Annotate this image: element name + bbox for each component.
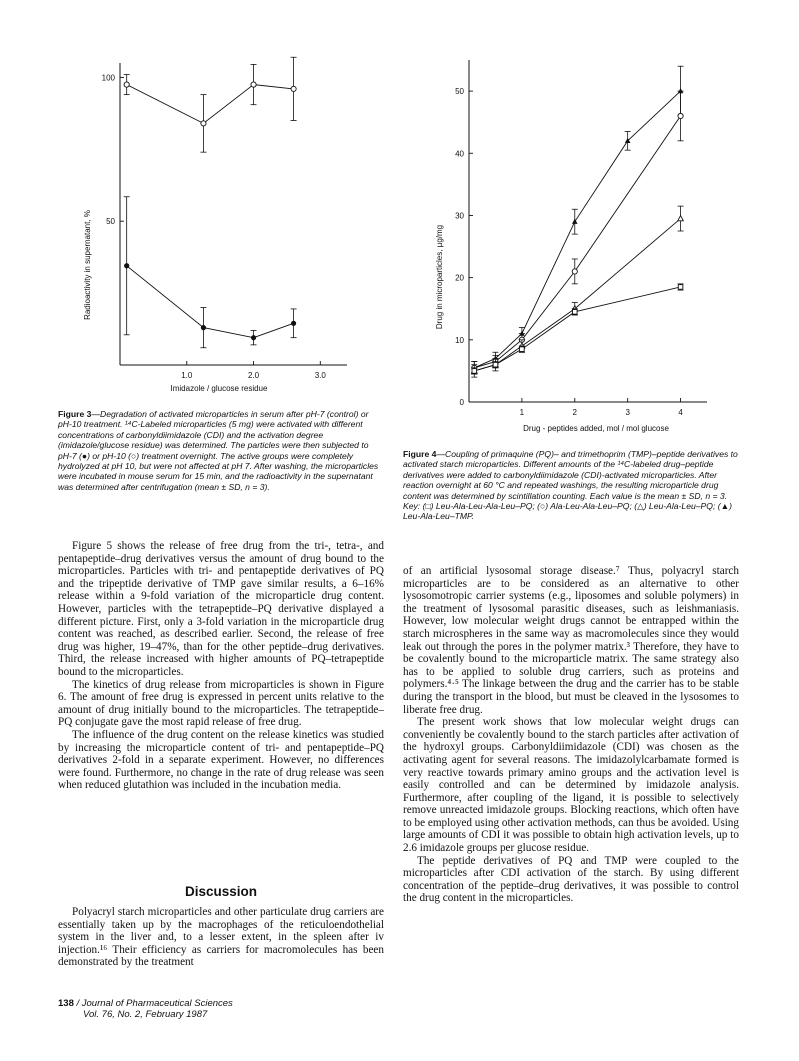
x-tick-label: 4	[678, 408, 683, 417]
fig4-ylabel: Drug in microparticles, µg/mg	[435, 224, 444, 330]
y-tick-label: 0	[459, 398, 464, 407]
series-line	[474, 219, 680, 371]
right-paragraph: The peptide derivatives of PQ and TMP were coupled to the microparticles after CDI activation of the starch. By using different concentration of the peptide–drug derivatives, it was possible to control the drug content in the microparticles.	[403, 854, 739, 905]
data-point	[493, 362, 498, 367]
x-tick-label: 2	[572, 408, 578, 417]
data-point	[572, 310, 577, 315]
data-point	[291, 86, 296, 91]
fig3-ylabel: Radioactivity in supernatant, %	[83, 210, 92, 320]
data-point	[124, 82, 129, 87]
fig3-caption-label: Figure 3	[58, 409, 92, 419]
right-column	[403, 565, 739, 905]
figure-4-caption	[403, 449, 739, 522]
data-point	[678, 113, 683, 118]
figure-3-caption	[58, 409, 384, 492]
x-tick-label: 1.0	[181, 371, 193, 380]
y-tick-label: 40	[455, 149, 464, 159]
left-column	[58, 540, 384, 792]
data-point	[251, 82, 256, 87]
figure-4-chart	[420, 55, 720, 440]
y-tick-label: 10	[455, 335, 464, 345]
right-paragraph: of an artificial lysosomal storage disease.⁷ Thus, polyacryl starch microparticles are to be considered as an alternative to other lysosomotropic carrier systems (e.g., liposomes and soluble polymers) in the treatment of lysosomal parasitic diseases, such as leishmaniasis. However, low molecular weight drugs cannot be entrapped within the starch microspheres in the same way as macromolecules since they would leak out through the pores in the polymer matrix.³ Therefore, they have to be covalently bound to the microparticle matrix. The same strategy also has to be applied to soluble drug carriers, such as proteins and polymers.⁴·⁵ The linkage between the drug and the carrier has to be stable during the transport in the blood, but must be cleaved in the lysosomes to liberate free drug.	[403, 565, 739, 716]
fig4-caption-label: Figure 4	[403, 449, 437, 459]
discussion-heading: Discussion	[184, 884, 258, 899]
journal-name: / Journal of Pharmaceutical Sciences	[73, 998, 233, 1009]
series-line	[474, 91, 680, 368]
x-tick-label: 3	[625, 408, 630, 417]
series-line	[474, 116, 680, 368]
data-point	[472, 369, 477, 374]
x-tick-label: 1	[519, 408, 525, 417]
x-tick-label: 3.0	[314, 371, 326, 380]
data-point	[572, 269, 577, 274]
left-paragraph: Figure 5 shows the release of free drug from the tri-, tetra-, and pentapeptide–drug derivatives versus the amount of drug bound to the microparticles. Particles with tri- and pentapeptide derivatives of PQ and the tripeptide derivative of TMP gave similar results, a 6–16% release within a 9-fold variation of the microparticle drug content. However, particles with the tetrapeptide–PQ derivative displayed a different picture. First, only a 3-fold variation in the microparticle drug content was reached, as described earlier. Second, the release of free drug was higher, 19–47%, than for the other peptide–drug derivatives. Third, the release increased with higher amounts of PQ–tetrapeptide bound to the microparticles.	[58, 540, 384, 678]
right-paragraph: The present work shows that low molecular weight drugs can conveniently be covalently bound to the starch particles after activation of the hydroxyl groups. Carbonyldiimidazole (CDI) was chosen as the activating agent for several reasons. The imidazolylcarbamate formed is very reactive towards primary amino groups and the activation level is easily controlled and can be determined by imidazole analysis. Furthermore, after coupling of the ligand, it is possible to selectively remove unreacted imidazole groups. Blocking reactions, which often have to be employed using other activation methods, can thus be avoided. Using large amounts of CDI it was possible to obtain high activation levels, up to 2.6 imidazole groups per glucose residue.	[403, 716, 739, 855]
data-point	[291, 321, 296, 326]
discussion-paragraph: Polyacryl starch microparticles and other particulate drug carriers are essentially taken up by the macrophages of the reticuloendothelial system in the liver and, to a lesser extent, in the spleen after iv injection.¹⁶ Their efficiency as carriers for macromolecules has been demonstrated by the treatment	[58, 906, 384, 969]
x-tick-label: 2.0	[247, 371, 260, 380]
data-point	[520, 347, 525, 352]
series-line	[127, 85, 294, 124]
y-tick-label: 50	[106, 217, 115, 227]
data-point	[124, 263, 129, 268]
left-paragraph: The kinetics of drug release from microparticles is shown in Figure 6. The amount of free drug is expressed in percent units relative to the amount of drug initially bound to the microparticles. The tetrapeptide–PQ conjugate gave the most rapid release of free drug.	[58, 678, 384, 729]
data-point	[678, 216, 684, 221]
footer-volume: Vol. 76, No. 2, February 1987	[83, 1009, 208, 1020]
page-footer	[58, 998, 378, 1020]
data-point	[201, 325, 206, 330]
data-point	[251, 335, 256, 340]
y-tick-label: 20	[455, 273, 464, 283]
fig3-xlabel: Imidazole / glucose residue	[170, 384, 268, 393]
series-line	[127, 266, 294, 338]
page-number: 138	[58, 998, 74, 1009]
fig3-caption-text: —Degradation of activated microparticles in serum after pH-7 (control) or pH-10 treatment. ¹⁴C-Labeled microparticles (5 mg) were activated with different concentrations of carbonyldiimidazole (CDI) and the activation degree (imidazole/glucose residue) was determined. The particles were then subjected to pH-7 (●) or pH-10 (○) treatment overnight. The active groups were completely hydrolyzed at pH 10, but were not affected at pH 7. After washing, the microparticles were incubated in mouse serum for 15 min, and the radioactivity in the supernatant was determined after centrifugation (mean ± SD, n = 3).	[58, 409, 379, 492]
figure-3-chart	[72, 55, 362, 400]
fig4-caption-text: —Coupling of primaquine (PQ)– and trimethoprim (TMP)–peptide derivatives to activated starch microparticles. Different amounts of the ¹⁴C-labeled drug–peptide derivatives were added to carbonyldiimidazole (CDI)-activated microparticles. After reaction overnight at 60 °C and repeated washings, the resulting microparticle drug content was determined by scintillation counting. Each value is the mean ± SD, n = 3. Key: (□) Leu-Ala-Leu-Ala-Leu–PQ; (○) Ala-Leu-Ala-Leu–PQ; (△) Leu-Ala-Leu–PQ; (▲) Leu-Ala-Leu–TMP.	[403, 449, 738, 522]
fig4-xlabel: Drug - peptides added, mol / mol glucose	[523, 424, 669, 433]
y-tick-label: 100	[101, 73, 115, 83]
footer-line-1	[58, 998, 378, 1009]
data-point	[678, 285, 683, 290]
left-paragraph: The influence of the drug content on the release kinetics was studied by increasing the microparticle content of tri- and pentapeptide–PQ derivatives 2-fold in a separate experiment. However, no differences were found. Furthermore, no change in the rate of drug release was seen when reduced glutathion was included in the incubation media.	[58, 728, 384, 792]
discussion-text	[58, 906, 384, 969]
y-tick-label: 50	[455, 87, 464, 97]
y-tick-label: 30	[455, 211, 464, 221]
data-point	[201, 121, 206, 126]
